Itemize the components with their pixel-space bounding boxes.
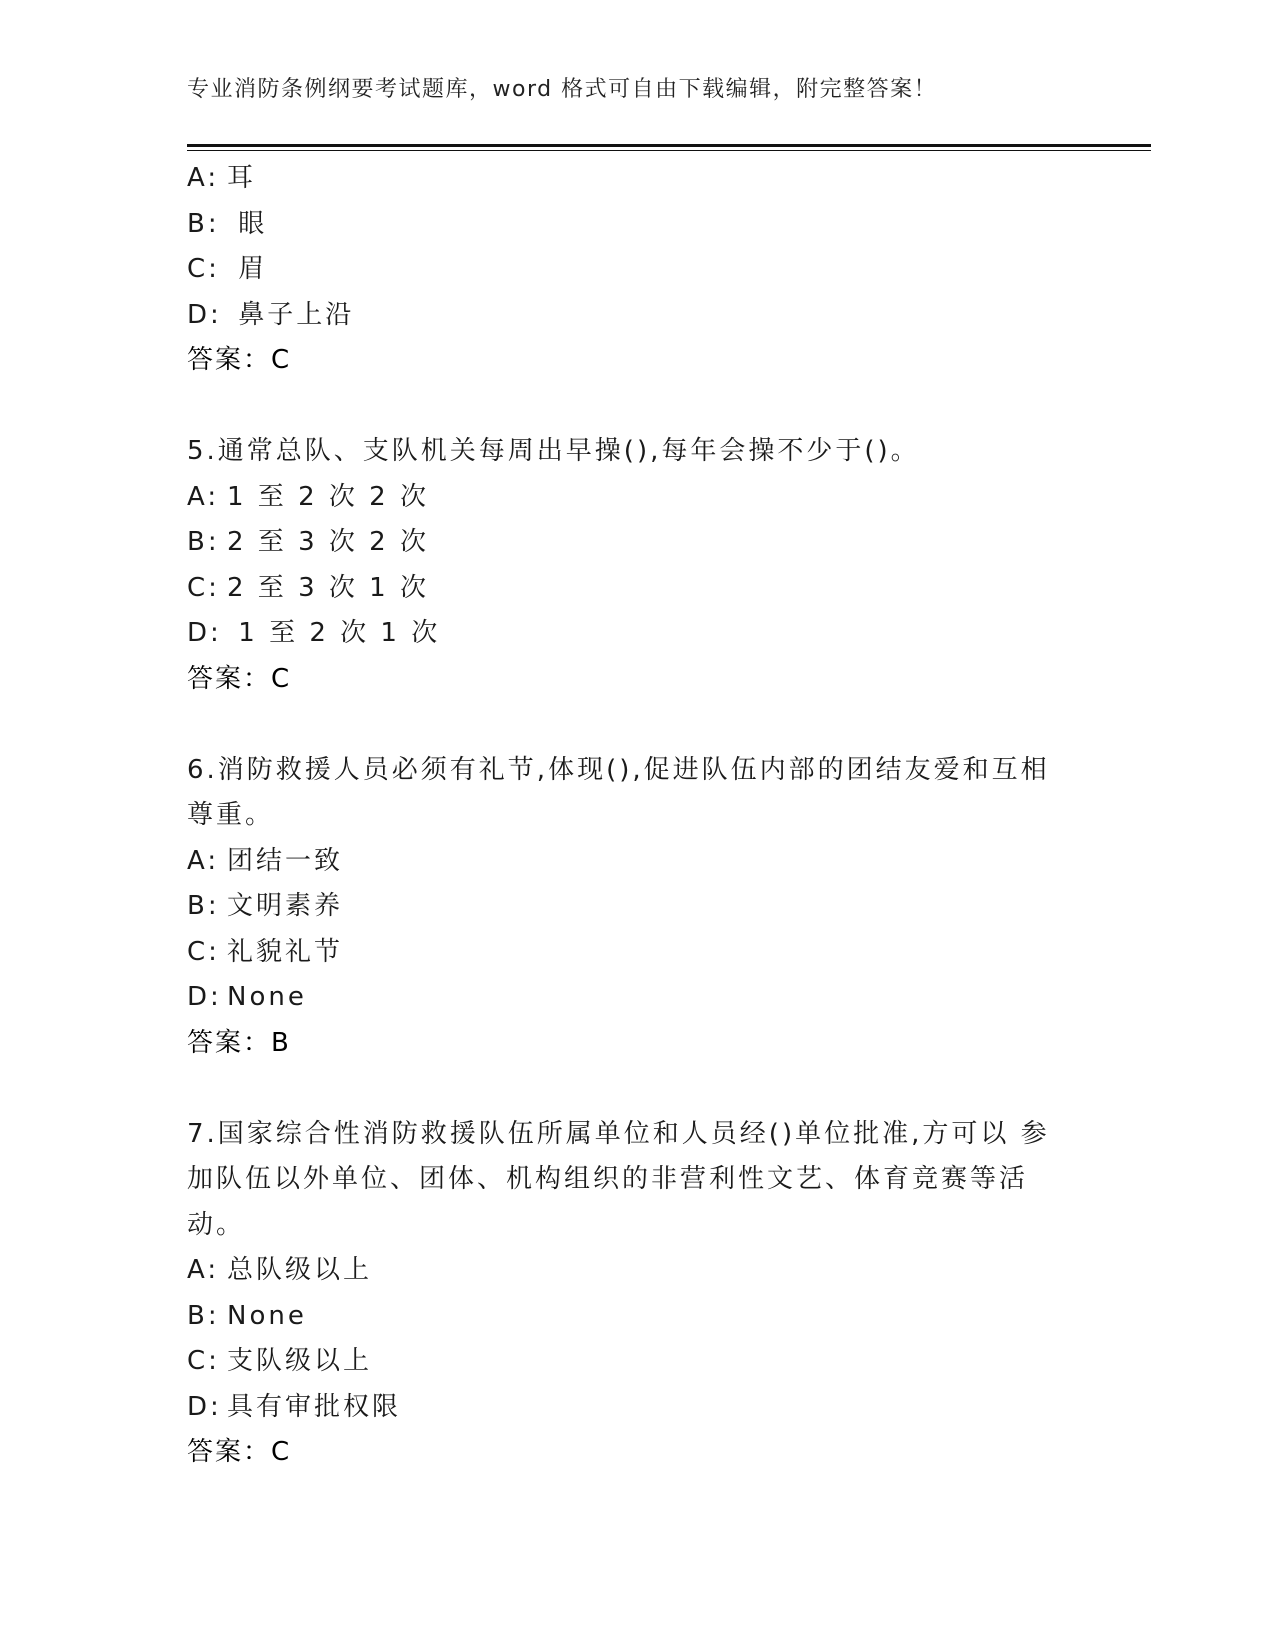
question-stem: 5.通常总队、支队机关每周出早操(),每年会操不少于()。 [187,436,920,466]
question-block [187,156,1067,384]
option-a [187,1248,1067,1294]
option-label: A: [187,163,220,193]
answer-label: 答案： [187,1027,272,1058]
option-d [187,975,1067,1021]
option-c [187,1339,1067,1385]
option-label: C: [187,254,220,284]
option-text: 2 至 3 次 2 次 [227,527,429,557]
option-text: 礼貌礼节 [227,936,344,967]
option-c [187,247,1067,293]
answer-line [187,338,1067,384]
option-label: A: [187,481,220,512]
option-label: A: [187,845,220,876]
option-label: D: [187,1391,222,1422]
option-text: 1 至 2 次 1 次 [227,618,441,648]
answer-line [187,1430,1067,1476]
header-rule-thick [187,144,1151,147]
option-a [187,475,1067,521]
option-label: A: [187,1255,220,1285]
option-b [187,1294,1067,1340]
option-label: B: [187,891,220,921]
option-c [187,930,1067,976]
option-text: 支队级以上 [227,1346,373,1376]
option-text: None [227,982,307,1012]
option-b [187,520,1067,566]
option-text: 鼻子上沿 [227,299,355,330]
option-label: C: [187,572,220,603]
option-text: 1 至 2 次 2 次 [227,481,429,512]
answer-value: C [271,345,292,375]
answer-value: C [271,663,292,694]
option-label: C: [187,1346,220,1376]
option-d [187,1385,1067,1431]
answer-label: 答案： [187,663,272,694]
option-label: B: [187,208,220,239]
option-b [187,884,1067,930]
option-c [187,566,1067,612]
option-text: 2 至 3 次 1 次 [227,572,429,603]
question-block [187,748,1067,1067]
option-b [187,202,1067,248]
answer-line [187,657,1067,703]
question-block [187,429,1067,702]
question-stem: 6.消防救援人员必须有礼节,体现(),促进队伍内部的团结友爱和互相尊重。 [187,754,1050,830]
answer-value: C [271,1437,292,1467]
question-list [187,156,1067,1476]
option-label: D: [187,982,222,1012]
page-header: 专业消防条例纲要考试题库，word 格式可自由下载编辑，附完整答案！ [187,77,938,102]
option-label: B: [187,1300,220,1331]
answer-line [187,1021,1067,1067]
answer-value: B [271,1027,291,1058]
option-label: B: [187,527,220,557]
option-text: 团结一致 [227,845,344,876]
spacer [187,1066,1067,1112]
option-text: 耳 [227,163,257,193]
answer-label: 答案： [187,345,272,375]
question-block [187,1112,1067,1476]
option-text: 眉 [227,254,268,284]
option-text: 具有审批权限 [227,1391,402,1422]
spacer [187,702,1067,748]
option-d [187,293,1067,339]
option-label: C: [187,936,220,967]
option-label: D: [187,618,222,648]
option-text: 总队级以上 [227,1255,373,1285]
option-d [187,611,1067,657]
answer-label: 答案： [187,1437,272,1467]
option-text: 眼 [227,208,268,239]
option-text: 文明素养 [227,891,344,921]
option-a [187,156,1067,202]
option-text: None [227,1300,307,1331]
header-rule-thin [187,150,1151,151]
option-a [187,839,1067,885]
option-label: D: [187,299,222,330]
spacer [187,384,1067,430]
question-stem: 7.国家综合性消防救援队伍所属单位和人员经()单位批准,方可以 参加队伍以外单位、团体、机构组织的非营利性文艺、体育竞赛等活动。 [187,1118,1050,1240]
